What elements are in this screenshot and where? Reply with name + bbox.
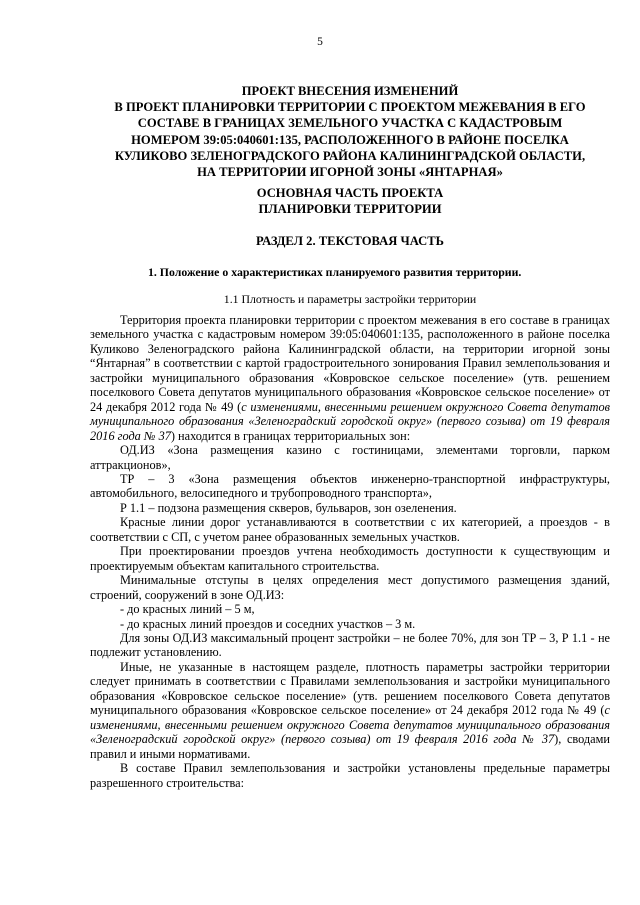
list-item: - до красных линий проездов и соседних участков – 3 м.: [120, 616, 416, 631]
title-line: ПРОЕКТ ВНЕСЕНИЯ ИЗМЕНЕНИЙ: [241, 84, 459, 98]
subsection-heading: 1. Положение о характеристиках планируемого развития территории.: [148, 265, 522, 279]
main-part-line: ОСНОВНАЯ ЧАСТЬ ПРОЕКТА: [256, 186, 444, 200]
paragraph-other-params: [90, 660, 610, 761]
subsubsection-heading: 1.1 Плотность и параметры застройки территории: [223, 292, 477, 306]
amendment-note: с изменениями, внесенными решением окружного Совета депутатов муниципального образования «Зеленоградский городской округ» (первого созыва) от 19 февраля 2016 года № 37: [90, 703, 610, 747]
paragraph-text: Иные, не указанные в настоящем разделе, плотность параметры застройки территории следует принимать в соответствии с Правилами землепользования и застройки муниципального образования «Ковровское сельское поселение» (утв. решением поселкового Совета депутатов муниципального образования «Ковровское сельское поселение» от 24 декабря 2012 года № 49 (: [90, 659, 610, 718]
paragraph-text: Территория проекта планировки территории с проектом межевания в его составе в границах земельного участка с кадастровым номером 39:05:040601:135, расположенного в районе поселка Куликово Зеленоградского района Калининградской области, на территории игорной зоны “Янтарная” в соответствии с картой градостроительного зонирования Правил землепользования и застройки муниципального образования «Ковровское сельское поселение» (утв. решением поселкового Совета депутатов муниципального образования «Ковровское сельское поселение» от 24 декабря 2012 года № 49 (: [90, 313, 610, 414]
paragraph-red-lines: Красные линии дорог устанавливаются в соответствии с их категорией, а проездов - в соответствии с СП, с учетом ранее образованных земельных участков.: [90, 515, 610, 544]
main-part-heading: [90, 185, 610, 217]
paragraph-zone-r11: Р 1.1 – подзона размещения скверов, бульваров, зон озеленения.: [120, 500, 457, 515]
document-title: [90, 83, 610, 180]
title-line: СОСТАВЕ В ГРАНИЦАХ ЗЕМЕЛЬНОГО УЧАСТКА С КАДАСТРОВЫМ: [137, 116, 563, 131]
paragraph-coverage: Для зоны ОД.ИЗ максимальный процент застройки – не более 70%, для зон ТР – 3, Р 1.1 - не подлежит установлению.: [90, 630, 610, 660]
title-line: В ПРОЕКТ ПЛАНИРОВКИ ТЕРРИТОРИИ С ПРОЕКТОМ МЕЖЕВАНИЯ В ЕГО: [114, 100, 586, 115]
paragraph-access: При проектировании проездов учтена необходимость доступности к существующим и проектируемым объектам капитального строительства.: [90, 544, 610, 573]
amendment-note: с изменениями, внесенными решением окружного Совета депутатов муниципального образования «Зеленоградский городской округ» (первого созыва) от 19 февраля 2016 года № 37: [90, 399, 611, 443]
page-number: 5: [317, 36, 323, 48]
paragraph-territory: [90, 313, 610, 443]
title-line: КУЛИКОВО ЗЕЛЕНОГРАДСКОГО РАЙОНА КАЛИНИНГРАДСКОЙ ОБЛАСТИ,: [114, 148, 586, 163]
paragraph-text: ), сводами правил и иными нормативами.: [90, 732, 610, 761]
section-heading: РАЗДЕЛ 2. ТЕКСТОВАЯ ЧАСТЬ: [256, 234, 444, 248]
paragraph-zone-odiz: ОД.ИЗ «Зона размещения казино с гостиницами, элементами торговли, парком аттракционов»,: [90, 443, 610, 472]
paragraph-setbacks: Минимальные отступы в целях определения мест допустимого размещения зданий, строений, сооружений в зоне ОД.ИЗ:: [90, 573, 610, 602]
title-line: НА ТЕРРИТОРИИ ИГОРНОЙ ЗОНЫ «ЯНТАРНАЯ»: [197, 165, 503, 180]
paragraph-text: ) находится в границах территориальных зон:: [170, 428, 411, 443]
body-text: [90, 313, 610, 790]
list-item: - до красных линий – 5 м,: [120, 602, 255, 617]
paragraph-limits: В составе Правил землепользования и застройки установлены предельные параметры разрешенного строительства:: [90, 761, 610, 790]
title-line: НОМЕРОМ 39:05:040601:135, РАСПОЛОЖЕННОГО В РАЙОНЕ ПОСЕЛКА: [131, 132, 569, 147]
paragraph-zone-tr3: ТР – 3 «Зона размещения объектов инженерно-транспортной инфраструктуры, автомобильного, велосипедного и трубопроводного транспорта»,: [90, 471, 610, 501]
main-part-line: ПЛАНИРОВКИ ТЕРРИТОРИИ: [258, 202, 442, 217]
